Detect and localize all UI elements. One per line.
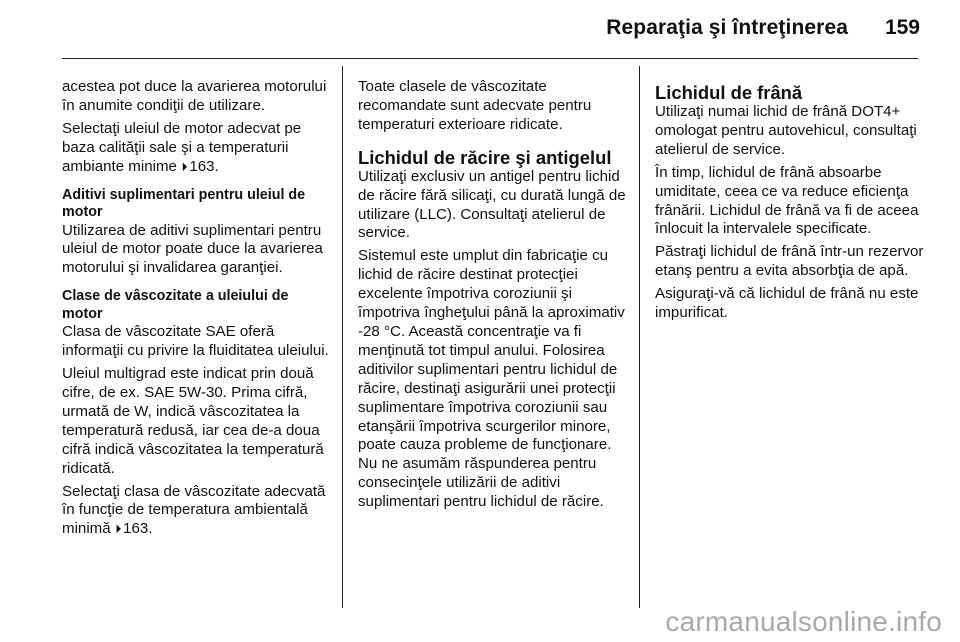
paragraph-engine-damage: acestea pot duce la avarierea motorului în anumite condiţii de utilizare. (62, 78, 327, 114)
heading-coolant: Lichidul de răcire şi antigelul (358, 146, 612, 168)
paragraph-viscosity-high-temp: Toate clasele de vâscozitate recomandate sunt adecvate pentru temperaturi exterioare ridicate. (358, 78, 592, 133)
select-viscosity-text: Selectaţi clasa de vâscozitate adecvată în funcţie de temperatura ambientală minimă (62, 482, 326, 538)
page-reference-link[interactable]: 163. (189, 157, 219, 175)
paragraph-multigrade: Uleiul multigrad este indicat prin două cifre, de ex. SAE 5W-30. Prima cifră, urmată de W, indică vâscozitatea la temperatură redusă, iar cea de-a doua cifră indică vâscozitatea la temperatură ridicată. (62, 365, 324, 477)
page-header (0, 0, 960, 58)
page-reference-link[interactable]: 163. (123, 520, 153, 538)
cross-reference-arrow-icon: 🞂 (115, 521, 122, 537)
cross-reference-arrow-icon: 🞂 (182, 158, 188, 174)
heading-additives: Aditivi suplimentari pentru uleiul de motor (62, 186, 306, 221)
heading-brake-fluid: Lichidul de frână (655, 82, 803, 103)
page-title: Reparaţia şi întreţinerea (606, 16, 848, 39)
paragraph-brake-storage: Păstraţi lichidul de frână într-un rezervor etanş pentru a evita absorbţia de apă. (655, 243, 924, 280)
paragraph-coolant-system: Sistemul este umplut din fabricaţie cu lichid de răcire destinat protecţiei excelente împotriva coroziunii şi împotriva îngheţului până la aproximativ -28 °C. Această concentraţie va fi menţinută tot timpul anului. Folosirea aditivilor suplimentari pentru lichidul de răcire, destinaţi asigurării unei protecţii suplimentare împotriva coroziunii sau etanşării împotriva scurgerilor minore, poate cauza probleme de funcţionare. Nu ne asumăm răspunderea pentru consecinţele utilizării de aditivi suplimentari pentru lichidul de răcire. (358, 247, 625, 511)
select-oil-text: Selectaţi uleiul de motor adecvat pe baza calităţii sale şi a temperaturii ambiante minime (62, 119, 302, 175)
column-divider-2 (639, 66, 640, 608)
paragraph-brake-fluid-dot4: Utilizaţi numai lichid de frână DOT4+ omologat pentru autovehicul, consultaţi atelierul de service. (655, 103, 917, 158)
heading-viscosity-classes: Clase de vâscozitate a uleiului de motor (62, 288, 289, 322)
paragraph-brake-contamination: Asiguraţi-vă că lichidul de frână nu este impurificat. (655, 285, 919, 322)
page-number: 159 (884, 16, 920, 39)
column-left (62, 78, 332, 543)
paragraph-select-oil (62, 120, 332, 177)
column-middle (358, 78, 626, 516)
column-divider-1 (342, 66, 343, 608)
paragraph-select-viscosity (62, 483, 332, 540)
watermark-url: carmanualsonline.info (665, 606, 942, 637)
header-divider (62, 58, 918, 59)
paragraph-additives: Utilizarea de aditivi suplimentari pentru uleiul de motor poate duce la avarierea motorului şi invalidarea garanţiei. (62, 221, 323, 277)
paragraph-brake-moisture: În timp, lichidul de frână absoarbe umiditate, ceea ce va reduce eficienţa frânării. Lichidul de frână va fi de aceea înlocuit la intervalele specificate. (655, 163, 919, 238)
column-right (655, 78, 947, 327)
paragraph-sae-class: Clasa de vâscozitate SAE oferă informaţii cu privire la fluiditatea uleiului. (62, 323, 329, 360)
paragraph-antifreeze: Utilizaţi exclusiv un antigel pentru lichid de răcire fără silicaţi, cu durată lungă de utilizare (LLC). Consultaţi atelierul de service. (358, 167, 626, 242)
